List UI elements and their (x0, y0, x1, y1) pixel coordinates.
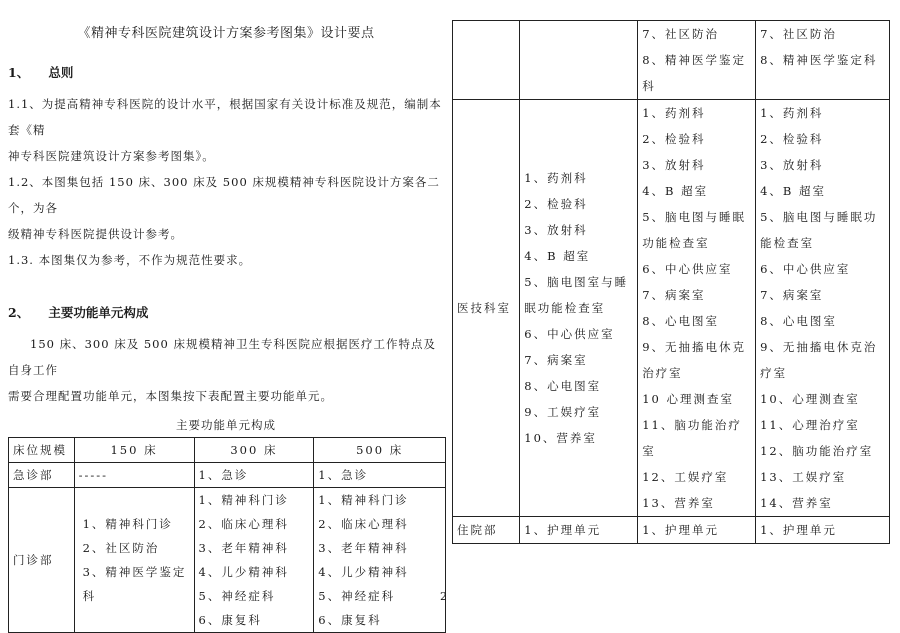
list-item: 1、药剂科 (760, 106, 824, 120)
paragraph-1-1-line-2: 神专科医院建筑设计方案参考图集》。 (8, 149, 215, 163)
list-item: 8、精神医学鉴定 (642, 53, 747, 67)
list-item: 6、中心供应室 (642, 262, 733, 276)
list-item: 眠功能检查室 (524, 301, 606, 315)
list-item: 1、精神科门诊 (318, 493, 409, 507)
list-item: 2、检验科 (760, 132, 824, 146)
row-label-medtech: 医技科室 (453, 100, 520, 517)
emergency-500: 1、急诊 (314, 463, 446, 488)
list-item: 3、放射科 (760, 158, 824, 172)
continued-500 (756, 21, 890, 100)
list-item: 5、神经症科 (318, 589, 396, 603)
document-title: 《精神专科医院建筑设计方案参考图集》设计要点 (77, 26, 375, 41)
list-item: 9、无抽搐电休克治 (760, 340, 878, 354)
list-item: 科 (642, 79, 656, 93)
list-item: 1、精神科门诊 (198, 493, 289, 507)
outpatient-150 (74, 488, 194, 633)
header-300-beds: 300 床 (194, 438, 314, 463)
medtech-150 (520, 100, 638, 517)
emergency-150: ----- (74, 463, 194, 488)
list-item: 2、检验科 (642, 132, 706, 146)
list-item: 13、工娱疗室 (760, 470, 847, 484)
list-item: 8、心电图室 (524, 379, 602, 393)
list-item: 疗室 (760, 366, 788, 380)
table-row-outpatient (9, 488, 446, 633)
row-label-outpatient: 门诊部 (9, 488, 75, 633)
list-item: 3、精神医学鉴定 (82, 565, 187, 579)
list-item: 7、社区防治 (642, 27, 720, 41)
paragraph-1-3: 1.3. 本图集仅为参考，不作为规范性要求。 (8, 253, 252, 267)
list-item: 10、营养室 (524, 431, 597, 445)
list-item: 科 (82, 589, 97, 603)
table-caption: 主要功能单元构成 (176, 418, 276, 432)
list-item: 2、检验科 (524, 197, 588, 211)
medtech-500 (756, 100, 890, 517)
outpatient-500 (314, 488, 446, 633)
paragraph-1-2-line-1: 1.2、本图集包括 150 床、300 床及 500 床规模精神专科医院设计方案各二个，为各 (8, 175, 440, 215)
table-row-medtech (453, 100, 890, 517)
list-item: 10、心理测查室 (760, 392, 860, 406)
list-item: 8、心电图室 (760, 314, 837, 328)
list-item: 1、药剂科 (524, 171, 588, 185)
list-item: 6、中心供应室 (524, 327, 615, 341)
list-item: 6、康复科 (198, 613, 262, 627)
outpatient-300 (194, 488, 314, 633)
row-label-emergency: 急诊部 (9, 463, 75, 488)
list-item: 5、脑电图与睡眠 (642, 210, 747, 224)
list-item: 7、病案室 (760, 288, 824, 302)
list-item: 5、脑电图室与睡 (524, 275, 629, 289)
list-item: 3、老年精神科 (318, 541, 409, 555)
list-item: 7、社区防治 (760, 27, 837, 41)
list-item: 4、儿少精神科 (318, 565, 409, 579)
list-item: 3、老年精神科 (198, 541, 289, 555)
list-item: 治疗室 (642, 366, 683, 380)
list-item: 8、精神医学鉴定科 (760, 53, 878, 67)
function-units-table-right (452, 20, 890, 544)
section-2-heading (8, 303, 444, 321)
inpatient-500: 1、护理单元 (756, 517, 890, 544)
header-150-beds: 150 床 (74, 438, 194, 463)
left-column (8, 22, 444, 633)
list-item: 7、病案室 (642, 288, 706, 302)
row-label-continued (453, 21, 520, 100)
section-1-heading (8, 63, 444, 81)
list-item: 室 (642, 444, 656, 458)
list-item: 12、工娱疗室 (642, 470, 729, 484)
table-row-inpatient (453, 517, 890, 544)
row-label-inpatient: 住院部 (453, 517, 520, 544)
list-item: 6、康复科 (318, 613, 382, 627)
header-500-beds: 500 床 (314, 438, 446, 463)
paragraph-1-2-line-2: 级精神专科医院提供设计参考。 (8, 227, 183, 241)
continued-300 (638, 21, 756, 100)
list-item: 2、临床心理科 (198, 517, 289, 531)
list-item: 功能检查室 (642, 236, 710, 250)
page-number: 2 (440, 590, 447, 603)
list-item: 9、工娱疗室 (524, 405, 602, 419)
list-item: 14、营养室 (760, 496, 833, 510)
list-item: 13、营养室 (642, 496, 715, 510)
medtech-300 (638, 100, 756, 517)
section-2-title: 主要功能单元构成 (48, 305, 149, 320)
list-item: 4、B 超室 (642, 184, 709, 198)
paragraph-1-1-line-1: 1.1、为提高精神专科医院的设计水平，根据国家有关设计标准及规范，编制本套《精 (8, 97, 442, 137)
list-item: 5、神经症科 (198, 589, 276, 603)
header-bed-scale: 床位规模 (9, 438, 75, 463)
list-item: 3、放射科 (642, 158, 706, 172)
list-item: 3、放射科 (524, 223, 588, 237)
list-item: 11、脑功能治疗 (642, 418, 742, 432)
emergency-300: 1、急诊 (194, 463, 314, 488)
list-item: 11、心理治疗室 (760, 418, 860, 432)
list-item: 8、心电图室 (642, 314, 720, 328)
list-item: 10 心理测查室 (642, 392, 734, 406)
section-1-number: 1、 (8, 65, 30, 80)
table-row-emergency (9, 463, 446, 488)
list-item: 4、B 超室 (524, 249, 591, 263)
list-item: 2、临床心理科 (318, 517, 409, 531)
list-item: 7、病案室 (524, 353, 588, 367)
section-1-title: 总则 (48, 65, 74, 80)
list-item: 能检查室 (760, 236, 815, 250)
list-item: 4、B 超室 (760, 184, 827, 198)
list-item: 2、社区防治 (82, 541, 160, 555)
table-row-continued (453, 21, 890, 100)
inpatient-300: 1、护理单元 (638, 517, 756, 544)
list-item: 9、无抽搐电休克 (642, 340, 747, 354)
list-item: 1、药剂科 (642, 106, 706, 120)
list-item: 5、脑电图与睡眠功 (760, 210, 878, 224)
list-item: 6、中心供应室 (760, 262, 851, 276)
function-units-table-left (8, 437, 446, 633)
list-item: 12、脑功能治疗室 (760, 444, 874, 458)
list-item: 1、精神科门诊 (82, 517, 173, 531)
paragraph-2-line-2: 需要合理配置功能单元，本图集按下表配置主要功能单元。 (8, 389, 333, 403)
list-item: 4、儿少精神科 (198, 565, 289, 579)
section-2-number: 2、 (8, 305, 30, 320)
paragraph-2-line-1: 150 床、300 床及 500 床规模精神卫生专科医院应根据医疗工作特点及自身工作 (8, 337, 436, 377)
continued-150 (520, 21, 638, 100)
inpatient-150: 1、护理单元 (520, 517, 638, 544)
table-header-row (9, 438, 446, 463)
